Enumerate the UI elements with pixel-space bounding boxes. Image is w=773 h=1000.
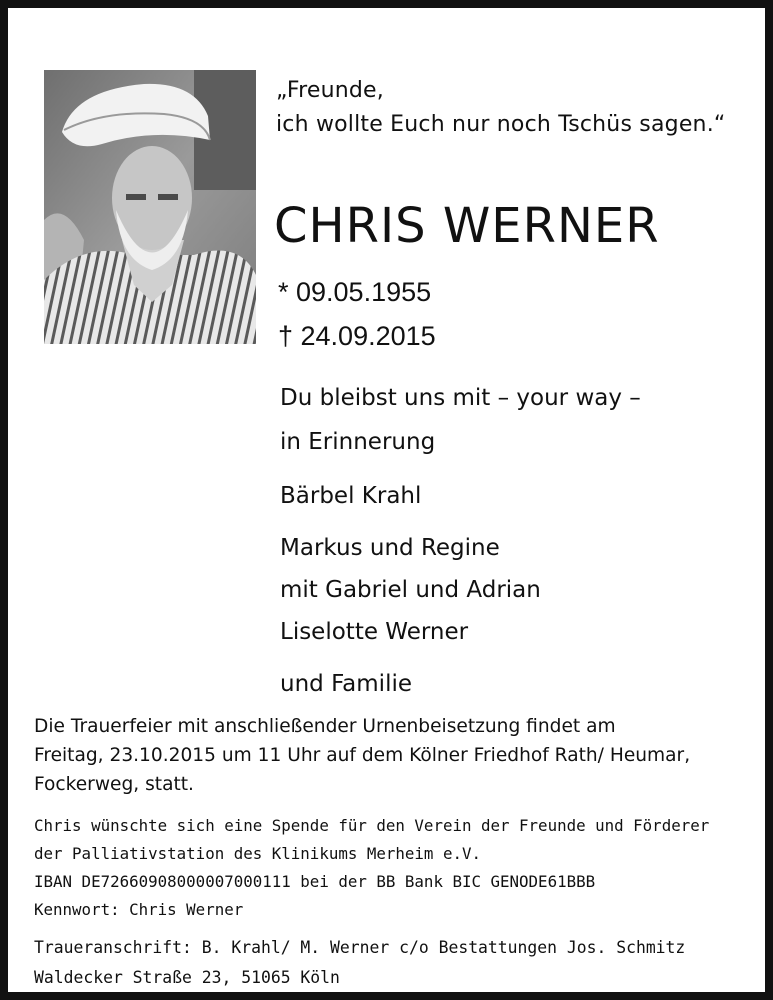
ceremony-line: Die Trauerfeier mit anschließender Urnenbeisetzung findet am <box>34 716 616 737</box>
mourner-family: und Familie <box>280 671 413 697</box>
death-date: † 24.09.2015 <box>278 321 436 351</box>
memory-line: in Erinnerung <box>280 429 436 455</box>
deceased-name: CHRIS WERNER <box>274 198 660 254</box>
life-dates <box>278 270 578 358</box>
ceremony-details <box>34 712 764 799</box>
mourner-name: mit Gabriel und Adrian <box>280 577 541 603</box>
donation-line: IBAN DE72660908000007000111 bei der BB Bank BIC GENODE61BBB <box>34 872 596 891</box>
donation-line: der Palliativstation des Klinikums Merheim e.V. <box>34 844 481 863</box>
mourner-name: Bärbel Krahl <box>280 483 422 509</box>
ceremony-line: Freitag, 23.10.2015 um 11 Uhr auf dem Kölner Friedhof Rath/ Heumar, <box>34 745 691 766</box>
address-line: Waldecker Straße 23, 51065 Köln <box>34 968 340 987</box>
mourner-name: Liselotte Werner <box>280 619 469 645</box>
mourning-address <box>34 933 764 993</box>
donation-details <box>34 812 764 924</box>
memory-line: Du bleibst uns mit – your way – <box>280 385 641 411</box>
ceremony-line: Fockerweg, statt. <box>34 774 194 795</box>
quote-line: ich wollte Euch nur noch Tschüs sagen.“ <box>276 112 726 137</box>
quote-line: „Freunde, <box>276 78 384 103</box>
donation-line: Kennwort: Chris Werner <box>34 900 244 919</box>
donation-line: Chris wünschte sich eine Spende für den Verein der Freunde und Förderer <box>34 816 710 835</box>
farewell-quote <box>276 74 756 142</box>
birth-date: * 09.05.1955 <box>278 277 432 307</box>
address-line: Traueranschrift: B. Krahl/ M. Werner c/o Bestattungen Jos. Schmitz <box>34 938 686 957</box>
mourners-block <box>280 376 750 706</box>
mourner-name: Markus und Regine <box>280 535 500 561</box>
portrait-photo <box>44 70 256 344</box>
